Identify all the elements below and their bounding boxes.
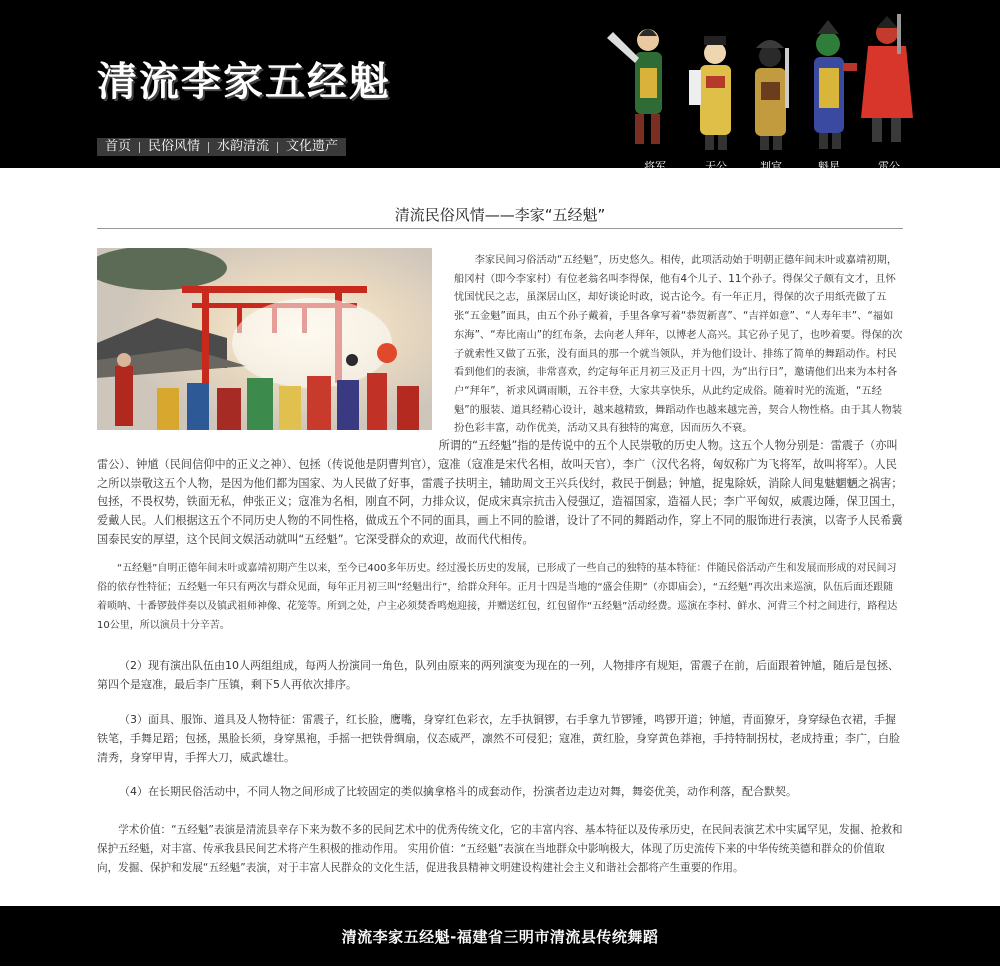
opera-figures-banner bbox=[585, 8, 915, 173]
intro-paragraph: 李家民间习俗活动“五经魁”，历史悠久。相传，此项活动始于明朝正德年间末叶或嘉靖初期，船冈村（即今李家村）有位老翁名叫李得保，他有4个儿子、11个孙子。得保父子颇有文才，且怀忧国忧民之志，虽深居山区，却好谈论时政，说古论今。有一年正月，得保的次子用纸壳做了五张“五金魁”面具，由五个孙子戴着，手里各拿写着“恭贺新喜”、“吉祥如意”、“人寿年丰”、“福如东海”、“寿比南山”的红布条，去向老人拜年，以博老人高兴。其它孙子见了，也吵着要。得保的次子就索性又做了五张，没有面具的那一个就当领队，并为他们设计、排练了简单的舞蹈动作。村民看到他们的表演，非常喜欢，约定每年正月初三及正月十四，为“出行日”，邀请他们出来为本村各户“拜年”，祈求风调雨顺，五谷丰登，大家共享快乐，从此约定成俗。随着时光的流逝，“五经魁”的服装、道具经精心设计，越来越精致，舞蹈动作也越来越完善，契合人物性格。由于其人物装扮色彩丰富，动作优美，活动又具有独特的寓意，因而历久不衰。 bbox=[454, 254, 903, 435]
figure-label-scholar-star: 魁星 bbox=[818, 160, 840, 173]
history-paragraph: “五经魁”自明正德年间末叶或嘉靖初期产生以来，至今已400多年历史。经过漫长历史的发展，已形成了一些自己的独特的基本特征：伴随民俗活动产生和发展而形成的对民间习俗的依存性特征；五经魁一年只有两次与群众见面，每年正月初三叫“经魁出行”，给群众拜年。正月十四是当地的“盛会佳期”（亦即庙会），“五经魁”再次出来巡演，队伍后面还跟随着唢呐、十番锣鼓伴奏以及镇武祖师神像、花笼等。所到之处，户主必须焚香鸣炮迎接，并赠送红包，红包留作“五经魁”活动经费。巡演在李村、鲜水、河背三个村之间进行，路程达10公里，所以演员十分辛苦。 bbox=[97, 563, 898, 631]
costume-paragraph: （3）面具、服饰、道具及人物特征：雷震子，红长脸，鹰嘴，身穿红色彩衣，左手执铜锣，右手拿九节锣锤，鸣锣开道；钟馗，青面獠牙，身穿绿色衣裙，手握铁笔，手舞足蹈；包拯，黑脸长须，身穿黑袍，手摇一把铁骨绸扇，仪态威严，凛然不可侵犯；寇准，黄红脸，身穿黄色莽袍，手持特制拐杖，老成持重；李广，白脸清秀，身穿甲胄，手挥大刀，威武雄壮。 bbox=[97, 713, 900, 764]
festival-photo bbox=[97, 248, 432, 430]
figure-label-judge: 判官 bbox=[760, 160, 782, 173]
main-nav bbox=[97, 138, 346, 156]
festival-photo-image bbox=[97, 248, 432, 430]
judge-figure bbox=[755, 40, 789, 150]
figure-label-heavenly-official: 天公 bbox=[705, 160, 727, 173]
heavenly-official-figure bbox=[689, 36, 731, 150]
site-title: 清流李家五经魁 bbox=[97, 59, 391, 105]
footer-text: 清流李家五经魁-福建省三明市清流县传统舞蹈 bbox=[341, 928, 659, 946]
value-paragraph: 学术价值：“五经魁”表演是清流县幸存下来为数不多的民间艺术中的优秀传统文化，它的丰富内容、基本特征以及传承历史，在民间表演艺术中实属罕见，发掘、抢救和保护五经魁，对丰富、传承我县民间艺术将产生积极的推动作用。 实用价值：“五经魁”表演在当地群众中影响极大，体现了历史流传下来的中华传统美德和群众的价值取向，发掘、保护和发展“五经魁”表演，对于丰富人民群众的文化生活，促进我县精神文明建设构建社会主义和谐社会都将产生重要的作用。 bbox=[97, 824, 903, 875]
article-title: 清流民俗风情——李家“五经魁” bbox=[394, 206, 606, 224]
nav-item-cultural-heritage[interactable]: 文化遗产 bbox=[286, 139, 339, 154]
choreography-paragraph: （4）在长期民俗活动中，不同人物之间形成了比较固定的类似擒拿格斗的成套动作，扮演者边走边对舞，舞姿优美，动作利落，配合默契。 bbox=[119, 785, 797, 798]
figure-label-general: 将军 bbox=[644, 160, 666, 173]
scholar-star-figure bbox=[814, 20, 857, 149]
site-header bbox=[0, 0, 1000, 173]
site-footer bbox=[0, 906, 1000, 966]
nav-item-folk-customs[interactable]: 民俗风情 bbox=[148, 139, 201, 154]
nav-item-home[interactable]: 首页 bbox=[105, 139, 132, 154]
main-content bbox=[97, 168, 903, 906]
troupe-paragraph: （2）现有演出队伍由10人两组组成，每两人扮演同一角色，队列由原来的两列演变为现在的一列，人物排序有规矩，雷震子在前，后面跟着钟馗，随后是包拯、第四个是寇准，最后李广压镇，剩下5人再依次排序。 bbox=[97, 659, 899, 691]
five-figures-paragraph: 所谓的“五经魁”指的是传说中的五个人民崇敬的历史人物。这五个人物分别是：雷震子（亦叫雷公）、钟馗（民间信仰中的正义之神）、包拯（传说他是阴曹判官），寇准（寇准是宋代名相，故叫天官），李广（汉代名将，匈奴称广为飞将军，故叫将军）。人民之所以崇敬这五个人物，是因为他们都为国家、为人民做了好事，雷震子扶明主，辅助周文王兴兵伐纣，救民于倒悬；钟馗，捉鬼除妖，消除人间鬼魅魍魉之祸害；包拯，不畏权势，铁面无私，伸张正义；寇准为名相，刚直不阿，力排众议，促成宋真宗抗击入侵强辽，造福国家，造福人民；李广平匈奴，威震边陲，保卫国土，爱戴人民。人们根据这五个不同历史人物的不同性格，做成五个不同的面具，画上不同的脸谱，设计了不同的舞蹈动作，穿上不同的服饰进行表演，以寄予人民希冀国泰民安的厚望，这个民间文娱活动就叫“五经魁”。它深受群众的欢迎，故而代代相传。 bbox=[97, 439, 903, 546]
opera-figures-image bbox=[585, 8, 915, 158]
general-figure bbox=[607, 29, 662, 144]
thunder-god-figure bbox=[861, 14, 913, 142]
figure-label-thunder-god: 雷公 bbox=[878, 160, 900, 173]
title-divider bbox=[97, 228, 903, 229]
nav-item-water-charm[interactable]: 水韵清流 bbox=[217, 139, 270, 154]
